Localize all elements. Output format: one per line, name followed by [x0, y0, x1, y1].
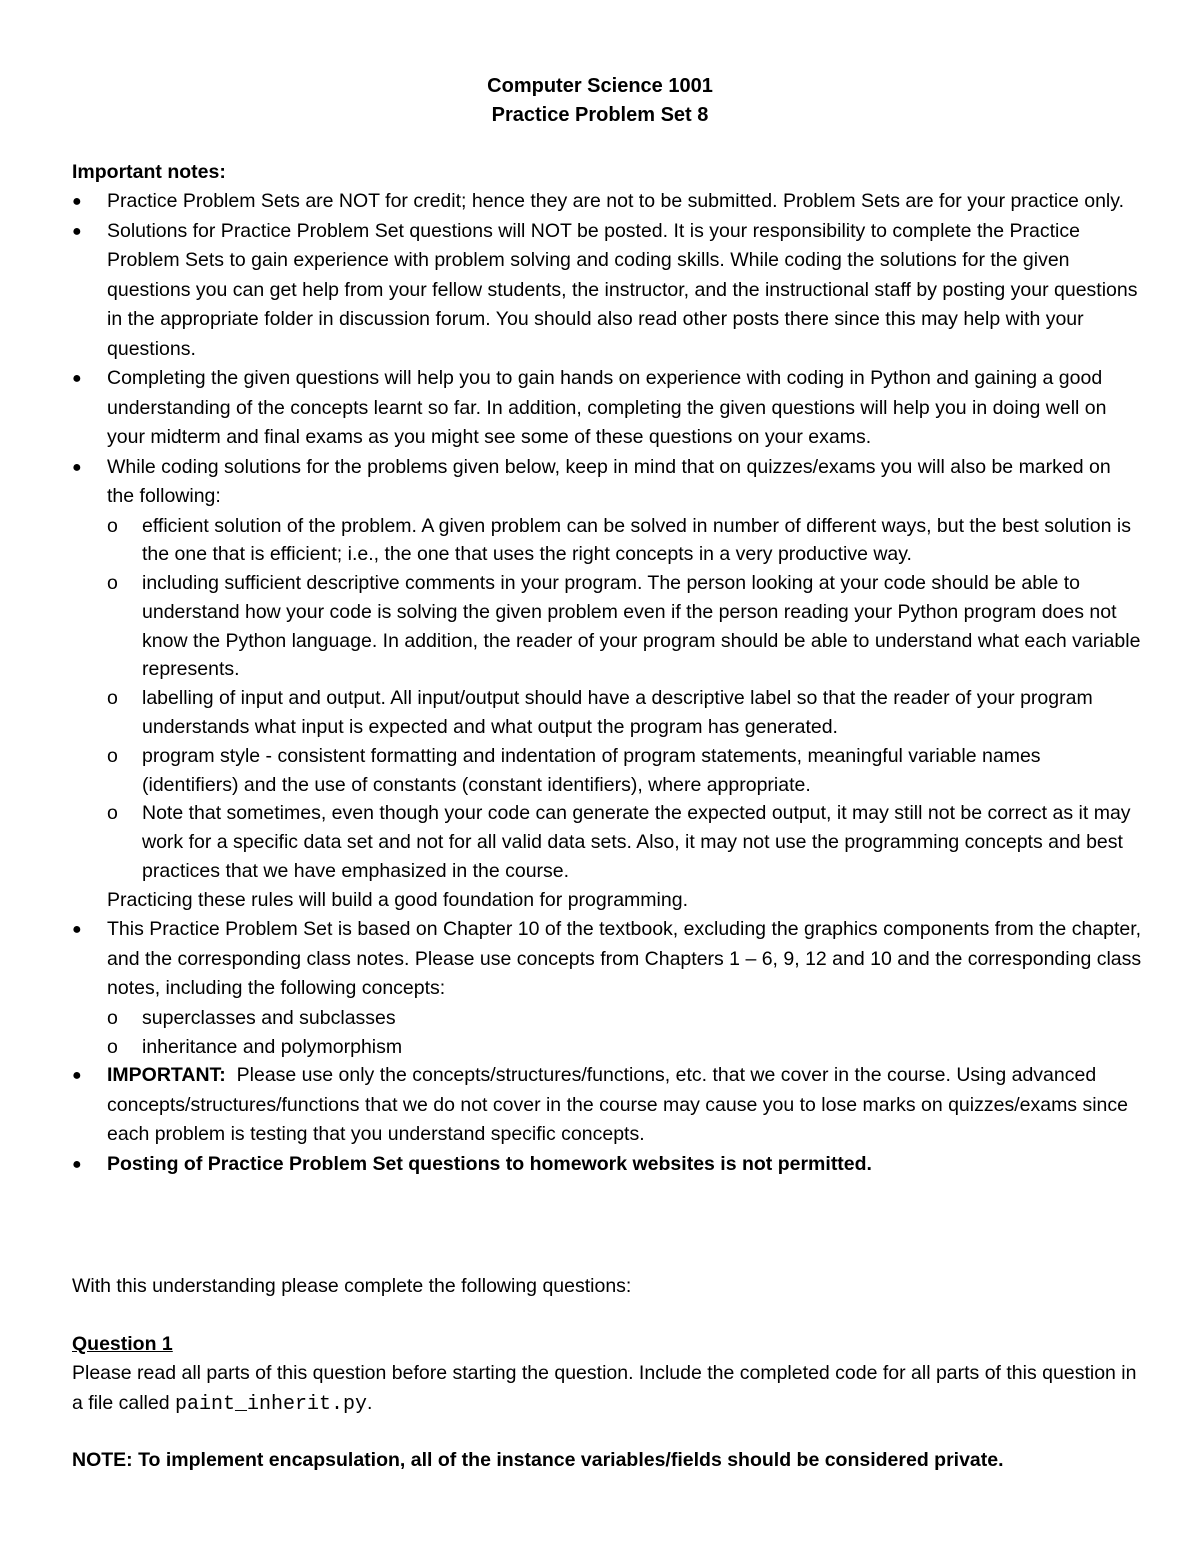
circle-bullet-icon: o	[107, 744, 118, 767]
circle-bullet-icon: o	[107, 514, 118, 537]
notes-list	[72, 187, 1142, 1179]
note-text: Please use only the concepts/structures/functions, etc. that we cover in the course. Using advanced concepts/structures/functions that we do not cover in the course may cause you to lose marks on quizzes/exams since each problem is testing that you understand specific concepts.	[107, 1064, 1134, 1146]
important-label: IMPORTANT:	[107, 1064, 226, 1087]
sub-list-item	[107, 684, 1142, 742]
course-title: Computer Science 1001	[487, 75, 713, 97]
note-item-6	[72, 1061, 1142, 1150]
note-text: This Practice Problem Set is based on Chapter 10 of the textbook, excluding the graphics components from the chapter, and the corresponding class notes. Please use concepts from Chapters 1 – 6, 9, 12 and 10 and the corresponding class notes, including the following concepts:	[107, 918, 1142, 1000]
note-text: Completing the given questions will help you to gain hands on experience with coding in Python and gaining a good understanding of the concepts learnt so far. In addition, completing the given questions will help you in doing well on your midterm and final exams as you might see some of these questions on your exams.	[107, 367, 1107, 448]
circle-bullet-icon: o	[107, 687, 118, 710]
sub-list-item	[107, 799, 1142, 885]
marking-criteria-list	[107, 512, 1142, 886]
sub-list-item	[107, 569, 1142, 684]
circle-bullet-icon: o	[107, 1035, 118, 1058]
bullet-icon: ●	[72, 458, 82, 476]
note-item-4	[72, 453, 1142, 916]
circle-bullet-icon: o	[107, 1006, 118, 1029]
note-text: Practice Problem Sets are NOT for credit; hence they are not to be submitted. Problem Sets are for your practice only.	[107, 190, 1124, 212]
circle-bullet-icon: o	[107, 572, 118, 595]
note-item-2	[72, 217, 1142, 365]
note-text: Solutions for Practice Problem Set questions will NOT be posted. It is your responsibility to complete the Practice Problem Sets to gain experience with problem solving and coding skills. While coding the solutions for the given questions you can get help from your fellow students, the instructor, and the instructional staff by posting your questions in the appropriate folder in discussion forum. You should also read other posts there since this may help with your questions.	[107, 219, 1138, 360]
sub-item-text: labelling of input and output. All input/output should have a descriptive label so that the reader of your program understands what input is expected and what output the program has generated.	[142, 687, 1093, 739]
problem-set-title: Practice Problem Set 8	[491, 104, 709, 126]
circle-bullet-icon: o	[107, 802, 118, 825]
bullet-icon: ●	[72, 921, 82, 939]
question-text	[72, 1359, 1142, 1419]
bullet-icon: ●	[72, 222, 82, 240]
note-item-1	[72, 187, 1142, 217]
sub-list-item	[107, 1033, 1142, 1062]
bullet-icon: ●	[72, 1067, 82, 1085]
question-body: Please read all parts of this question before starting the question. Include the completed code for all parts of this question in a file called	[72, 1362, 1137, 1414]
note-item-3	[72, 364, 1142, 453]
note-item-5	[72, 915, 1142, 1061]
encapsulation-note: NOTE: To implement encapsulation, all of the instance variables/fields should be considered private.	[72, 1449, 1004, 1471]
note-closing-text: Practicing these rules will build a good foundation for programming.	[107, 888, 688, 911]
sub-item-text: Note that sometimes, even though your code can generate the expected output, it may still not be correct as it may work for a specific data set and not for all valid data sets. Also, it may not use the programming concepts and best practices that we have emphasized in the course.	[142, 802, 1131, 883]
notes-heading: Important notes:	[72, 161, 226, 183]
sub-item-text: superclasses and subclasses	[142, 1006, 396, 1029]
concepts-list	[107, 1004, 1142, 1062]
bullet-icon: ●	[72, 1155, 82, 1173]
note-text: While coding solutions for the problems given below, keep in mind that on quizzes/exams you will also be marked on the following:	[107, 455, 1111, 507]
sub-list-item	[107, 512, 1142, 570]
note-item-7	[72, 1150, 1142, 1180]
instructions-intro: With this understanding please complete the following questions:	[72, 1275, 632, 1297]
note-text: Posting of Practice Problem Set questions to homework websites is not permitted.	[107, 1152, 872, 1175]
sub-list-item	[107, 742, 1142, 800]
bullet-icon: ●	[72, 370, 82, 387]
sub-item-text: program style - consistent formatting and indentation of program statements, meaningful variable names (identifiers) and the use of constants (constant identifiers), where appropriate.	[142, 744, 1041, 796]
filename: paint_inherit.py	[174, 1392, 368, 1416]
question-period: .	[367, 1391, 373, 1414]
sub-item-text: efficient solution of the problem. A given problem can be solved in number of different ways, but the best solution is the one that is efficient; i.e., the one that uses the right concepts in a very productive way.	[142, 514, 1131, 566]
sub-item-text: inheritance and polymorphism	[142, 1035, 403, 1058]
sub-item-text: including sufficient descriptive comments in your program. The person looking at your code should be able to understand how your code is solving the given problem even if the person reading your Python program does not know the Python language. In addition, the reader of your program should be able to understand what each variable represents.	[142, 572, 1141, 681]
sub-list-item	[107, 1004, 1142, 1033]
question-heading: Question 1	[72, 1333, 173, 1355]
bullet-icon: ●	[72, 193, 82, 210]
